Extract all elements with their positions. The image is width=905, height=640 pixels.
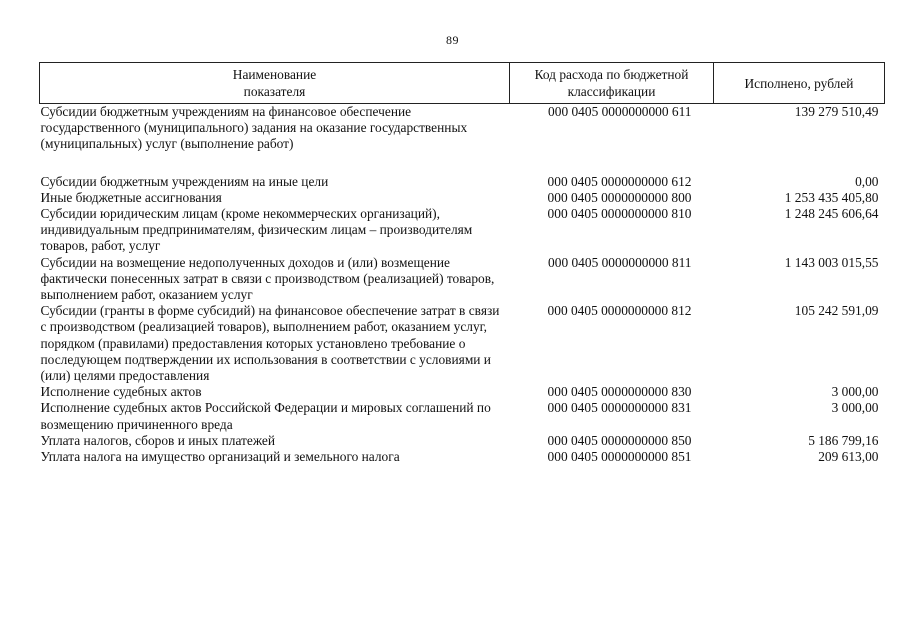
row-code: 000 0405 0000000000 810 bbox=[547, 205, 692, 221]
row-code: 000 0405 0000000000 811 bbox=[548, 254, 692, 270]
table-row bbox=[40, 206, 885, 255]
page-number: 89 bbox=[446, 33, 459, 47]
row-amount: 5 186 799,16 bbox=[808, 432, 879, 448]
row-name: Иные бюджетные ассигнования bbox=[40, 189, 222, 205]
row-amount: 3 000,00 bbox=[831, 400, 879, 416]
row-code: 000 0405 0000000000 812 bbox=[547, 303, 692, 319]
row-name: Уплата налогов, сборов и иных платежей bbox=[40, 432, 276, 448]
header-amount: Исполнено, рублей bbox=[714, 63, 885, 104]
table-row bbox=[40, 190, 885, 206]
row-code: 000 0405 0000000000 830 bbox=[547, 384, 692, 400]
row-amount: 209 613,00 bbox=[818, 448, 879, 464]
table-row bbox=[40, 174, 885, 190]
row-code: 000 0405 0000000000 850 bbox=[547, 432, 692, 448]
row-name: Исполнение судебных актов Российской Федерации и мировых соглашений по возмещению причиненного вреда bbox=[40, 400, 491, 432]
row-name: Субсидии бюджетным учреждениям на иные цели bbox=[40, 173, 329, 189]
row-code: 000 0405 0000000000 831 bbox=[547, 400, 692, 416]
row-name: Уплата налога на имущество организаций и земельного налога bbox=[40, 448, 400, 464]
row-name: Исполнение судебных актов bbox=[40, 384, 202, 400]
table-row bbox=[40, 400, 885, 432]
table-row bbox=[40, 255, 885, 304]
row-code: 000 0405 0000000000 800 bbox=[547, 189, 692, 205]
table-row bbox=[40, 433, 885, 449]
row-amount: 1 248 245 606,64 bbox=[784, 205, 879, 221]
header-code: Код расхода по бюджетной классификации bbox=[510, 63, 714, 104]
table-row bbox=[40, 384, 885, 400]
row-name: Субсидии (гранты в форме субсидий) на финансовое обеспечение затрат в связи с производством (реализацией товаров), выполнением работ, оказанием услуг, порядком (правилами) предоставления которых установлено требование о последующем подтверждении их использования в соответствии с условиями и (или) целями предоставления bbox=[40, 303, 500, 383]
row-amount: 1 143 003 015,55 bbox=[784, 254, 879, 270]
row-name: Субсидии бюджетным учреждениям на финансовое обеспечение государственного (муниципального) задания на оказание государственных (муниципальных) услуг (выполнение работ) bbox=[40, 104, 468, 152]
table-header bbox=[40, 63, 885, 104]
row-amount: 3 000,00 bbox=[831, 384, 879, 400]
row-name: Субсидии юридическим лицам (кроме некоммерческих организаций), индивидуальным предпринимателям, физическим лицам – производителям товаров, работ, услуг bbox=[40, 205, 473, 254]
row-code: 000 0405 0000000000 611 bbox=[548, 104, 692, 119]
row-amount: 0,00 bbox=[855, 173, 879, 189]
header-row bbox=[40, 63, 885, 104]
table-row bbox=[40, 104, 885, 174]
table-row bbox=[40, 303, 885, 384]
table-body bbox=[40, 104, 885, 466]
row-code: 000 0405 0000000000 612 bbox=[547, 173, 692, 189]
budget-execution-table bbox=[39, 62, 885, 465]
row-name: Субсидии на возмещение недополученных доходов и (или) возмещение фактически понесенных затрат в связи с производством (реализацией) товаров, выполнением работ, оказанием услуг bbox=[40, 254, 495, 302]
row-amount: 1 253 435 405,80 bbox=[784, 189, 879, 205]
table-row bbox=[40, 449, 885, 465]
row-code: 000 0405 0000000000 851 bbox=[547, 448, 692, 464]
row-amount: 139 279 510,49 bbox=[794, 104, 879, 119]
header-name: Наименование показателя bbox=[40, 63, 510, 104]
row-amount: 105 242 591,09 bbox=[794, 303, 879, 319]
